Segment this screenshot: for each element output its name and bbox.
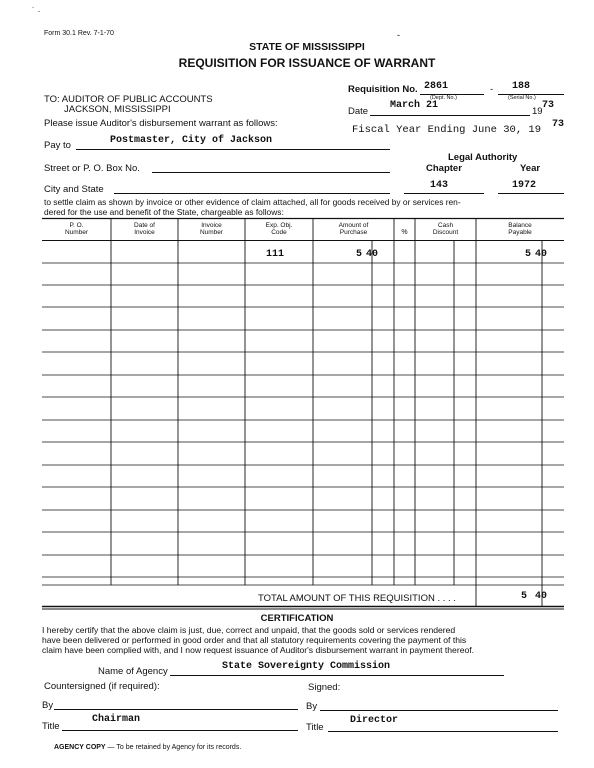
footer-bold: AGENCY COPY: [54, 744, 106, 751]
corner-mark-right: -: [397, 30, 400, 40]
total-dollars: 5: [521, 591, 528, 602]
left-title-line: [62, 730, 298, 731]
total-cents: 40: [535, 591, 548, 602]
pay-to-label: Pay to: [44, 140, 71, 151]
row1-balance-cents: 40: [535, 249, 548, 260]
agency-label: Name of Agency: [98, 666, 168, 677]
fiscal-year-label: Fiscal Year Ending June 30, 19: [352, 124, 542, 136]
signed-label: Signed:: [308, 682, 341, 693]
right-by-label: By: [306, 701, 318, 712]
certification-line-3: claim have been complied with, and I now request issuance of Auditor's disbursement warrant in payment thereof.: [42, 645, 475, 655]
footer-note: [54, 744, 241, 751]
requisition-number: 2861: [424, 81, 449, 92]
col-header-exp: Exp. Obj. Code: [265, 222, 293, 236]
footer-rest: — To be retained by Agency for its records.: [105, 744, 242, 751]
dept-caption: (Dept. No.): [430, 95, 457, 101]
row1-amount-dollars: 5: [356, 249, 363, 260]
date-year-prefix: 19: [532, 106, 543, 117]
right-by-line: [320, 710, 558, 711]
certification-title: CERTIFICATION: [260, 613, 334, 624]
corner-mark: ˙ ·: [32, 6, 41, 16]
form-id: Form 30.1 Rev. 7-1-70: [44, 30, 114, 37]
col-header-balance: Balance Payable: [508, 222, 532, 236]
year-value: 1972: [512, 180, 537, 191]
row1-balance-dollars: 5: [525, 249, 532, 260]
certification-line-2: have been delivered or performed in good order and that all statutory requirements covering the payment of this: [42, 635, 467, 645]
street-label: Street or P. O. Box No.: [44, 163, 140, 174]
col-header-date: Date of Invoice: [134, 222, 155, 236]
col-header-invoice: Invoice Number: [199, 222, 224, 236]
settle-text-1: to settle claim as shown by invoice or other evidence of claim attached, all for goods received by or services ren-: [44, 197, 461, 207]
state-heading: STATE OF MISSISSIPPI: [249, 41, 365, 53]
to-city: JACKSON, MISSISSIPPI: [64, 104, 171, 115]
pay-to-value: Postmaster, City of Jackson: [110, 135, 273, 146]
year-label: Year: [520, 163, 541, 174]
left-title-label: Title: [42, 721, 60, 732]
left-by-label: By: [42, 700, 54, 711]
certification-line-1: I hereby certify that the above claim is just, due, correct and unpaid, that the goods sold or services rendered: [42, 625, 456, 635]
legal-authority-title: Legal Authority: [448, 152, 518, 163]
date-year-suffix: 73: [542, 100, 555, 111]
to-auditor: TO: AUDITOR OF PUBLIC ACCOUNTS: [44, 94, 213, 105]
form-title: REQUISITION FOR ISSUANCE OF WARRANT: [178, 56, 436, 70]
city-state-label: City and State: [44, 184, 104, 195]
left-by-line: [54, 709, 298, 710]
left-title-value: Chairman: [92, 714, 141, 725]
col-header-cash: Cash Discount: [432, 222, 459, 236]
row1-amount-cents: 40: [366, 249, 379, 260]
requisition-label: Requisition No.: [348, 84, 418, 95]
serial-caption: (Serial No.): [508, 95, 536, 101]
serial-number: 188: [512, 81, 531, 92]
col-header-po: P. O. Number: [64, 222, 89, 236]
requisition-dash: -: [490, 84, 494, 95]
right-title-line: [328, 731, 558, 732]
row1-exp-code: 111: [266, 249, 285, 260]
instruction-text: Please issue Auditor's disbursement warrant as follows:: [44, 118, 278, 129]
countersigned-label: Countersigned (if required):: [44, 681, 160, 692]
fiscal-year-value: 73: [552, 119, 565, 130]
col-header-amount: Amount of Purchase: [338, 222, 369, 236]
chapter-value: 143: [430, 180, 449, 191]
agency-line: [170, 675, 504, 676]
right-title-value: Director: [350, 715, 399, 726]
date-value: March 21: [390, 100, 439, 111]
right-title-label: Title: [306, 722, 324, 733]
settle-text-2: dered for the use and benefit of the State, chargeable as follows:: [44, 207, 284, 217]
total-label: TOTAL AMOUNT OF THIS REQUISITION . . . .: [258, 593, 456, 604]
date-label: Date: [348, 106, 369, 117]
col-header-pct: %: [401, 229, 408, 236]
agency-value: State Sovereignty Commission: [222, 661, 391, 672]
chapter-label: Chapter: [426, 163, 462, 174]
